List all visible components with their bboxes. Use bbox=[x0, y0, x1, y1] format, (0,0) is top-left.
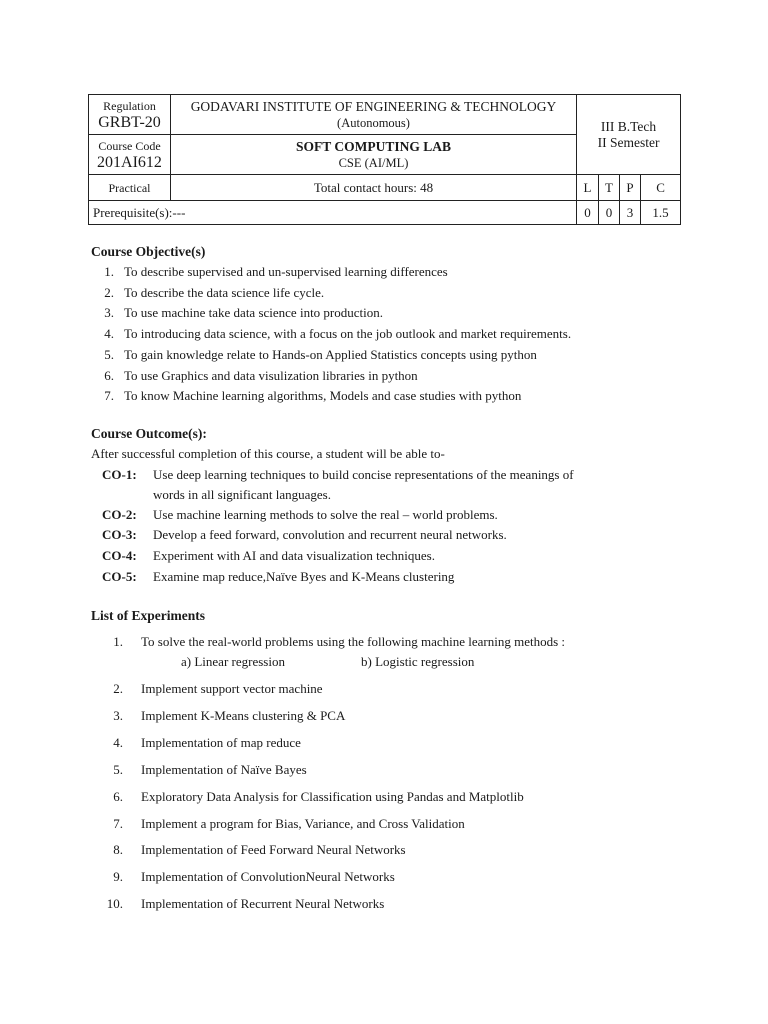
experiment-item bbox=[0, 634, 768, 669]
course-code-value: 201AI612 bbox=[97, 153, 162, 171]
experiment-sub-b: b) Logistic regression bbox=[361, 654, 475, 669]
regulation-value: GRBT-20 bbox=[98, 113, 161, 131]
outcome-code: CO-1: bbox=[102, 467, 137, 482]
outcome-code: CO-3: bbox=[102, 527, 137, 542]
objective-text: To use machine take data science into production. bbox=[124, 305, 383, 321]
objective-number: 7. bbox=[104, 388, 114, 404]
outcome-text-continued: words in all significant languages. bbox=[153, 487, 331, 502]
objective-item bbox=[0, 305, 768, 321]
experiment-item bbox=[0, 735, 768, 751]
year-label: III B.Tech bbox=[600, 118, 657, 134]
ltpc-label-t: T bbox=[599, 175, 620, 201]
outcome-text: Examine map reduce,Naïve Byes and K-Means clustering bbox=[153, 569, 455, 584]
ltpc-value-t: 0 bbox=[599, 201, 620, 225]
experiment-item bbox=[0, 816, 768, 832]
objective-number: 2. bbox=[104, 284, 114, 300]
year-semester-cell bbox=[577, 95, 681, 175]
experiment-number: 8. bbox=[113, 842, 123, 858]
ltpc-value-l: 0 bbox=[577, 201, 599, 225]
institute-cell bbox=[171, 95, 577, 135]
experiment-text: Implementation of Recurrent Neural Networks bbox=[141, 896, 385, 912]
experiment-number: 4. bbox=[113, 734, 123, 750]
experiment-item bbox=[0, 896, 768, 912]
branch-label: CSE (AI/ML) bbox=[338, 155, 409, 170]
objective-number: 6. bbox=[104, 367, 114, 383]
outcome-code: CO-2: bbox=[102, 507, 137, 522]
ltpc-label-p: P bbox=[620, 175, 641, 201]
outcome-code: CO-4: bbox=[102, 548, 137, 563]
experiment-text: Implement support vector machine bbox=[141, 681, 323, 696]
objective-text: To know Machine learning algorithms, Models and case studies with python bbox=[124, 388, 522, 404]
experiment-text: Implementation of Feed Forward Neural Networks bbox=[141, 842, 406, 858]
outcome-item bbox=[0, 569, 768, 585]
experiment-item bbox=[0, 869, 768, 885]
experiment-item bbox=[0, 681, 768, 697]
ltpc-label-l: L bbox=[577, 175, 599, 201]
outcome-text: Experiment with AI and data visualization techniques. bbox=[153, 548, 435, 563]
prerequisite-cell: Prerequisite(s):--- bbox=[89, 201, 577, 225]
ltpc-value-p: 3 bbox=[620, 201, 641, 225]
ltpc-value-c: 1.5 bbox=[641, 201, 681, 225]
objective-text: To describe the data science life cycle. bbox=[124, 284, 325, 300]
objective-item bbox=[0, 285, 768, 301]
experiment-item bbox=[0, 708, 768, 724]
institute-name: GODAVARI INSTITUTE OF ENGINEERING & TECHNOLOGY bbox=[190, 98, 557, 114]
experiment-text: Implementation of map reduce bbox=[141, 734, 301, 750]
outcome-code: CO-5: bbox=[102, 569, 137, 584]
regulation-cell bbox=[89, 95, 171, 135]
regulation-label: Regulation bbox=[103, 98, 156, 113]
objective-text: To use Graphics and data visulization libraries in python bbox=[124, 367, 418, 383]
experiment-item bbox=[0, 789, 768, 805]
experiment-item bbox=[0, 842, 768, 858]
outcome-item bbox=[0, 507, 768, 523]
experiment-number: 7. bbox=[113, 815, 123, 831]
experiment-text: Implement K-Means clustering & PCA bbox=[141, 707, 346, 723]
outcome-text: Use machine learning methods to solve the real – world problems. bbox=[153, 507, 498, 522]
course-code-cell bbox=[89, 135, 171, 175]
outcomes-intro: After successful completion of this course, a student will be able to- bbox=[91, 446, 445, 461]
practical-cell: Practical bbox=[89, 175, 171, 201]
semester-label: II Semester bbox=[597, 134, 660, 150]
ltpc-label-c: C bbox=[641, 175, 681, 201]
experiment-number: 5. bbox=[113, 761, 123, 777]
outcome-text: Use deep learning techniques to build concise representations of the meanings of bbox=[153, 467, 574, 482]
experiment-number: 6. bbox=[113, 788, 123, 804]
course-title-cell bbox=[171, 135, 577, 175]
course-code-label: Course Code bbox=[98, 138, 161, 153]
objective-item bbox=[0, 264, 768, 280]
objective-item bbox=[0, 368, 768, 384]
experiment-number: 3. bbox=[113, 707, 123, 723]
objective-number: 3. bbox=[104, 305, 114, 321]
experiment-text: Implementation of ConvolutionNeural Networks bbox=[141, 869, 395, 885]
experiment-text: Implement a program for Bias, Variance, and Cross Validation bbox=[141, 815, 465, 831]
experiment-text: Implementation of Naïve Bayes bbox=[141, 761, 307, 777]
experiment-text: Exploratory Data Analysis for Classification using Pandas and Matplotlib bbox=[141, 788, 524, 804]
objective-item bbox=[0, 326, 768, 342]
objective-item bbox=[0, 347, 768, 363]
autonomous-label: (Autonomous) bbox=[337, 115, 410, 130]
objective-number: 5. bbox=[104, 346, 114, 362]
objective-number: 4. bbox=[104, 326, 114, 342]
course-header-table bbox=[88, 94, 681, 225]
course-title: SOFT COMPUTING LAB bbox=[295, 138, 452, 154]
outcome-item bbox=[0, 527, 768, 543]
experiment-number: 2. bbox=[113, 681, 123, 696]
objective-text: To introducing data science, with a focus on the job outlook and market requirements. bbox=[124, 326, 572, 342]
experiment-number: 1. bbox=[113, 634, 123, 649]
outcomes-heading: Course Outcome(s): bbox=[91, 426, 207, 441]
objective-item bbox=[0, 388, 768, 404]
objectives-heading: Course Objective(s) bbox=[91, 244, 206, 259]
experiment-text: To solve the real-world problems using the following machine learning methods : bbox=[141, 634, 566, 649]
experiment-number: 10. bbox=[106, 896, 123, 912]
objective-text: To gain knowledge relate to Hands-on Applied Statistics concepts using python bbox=[124, 346, 537, 362]
objective-number: 1. bbox=[104, 264, 114, 279]
outcome-item bbox=[0, 548, 768, 564]
experiments-heading: List of Experiments bbox=[91, 608, 205, 623]
experiment-sub-a: a) Linear regression bbox=[181, 654, 285, 669]
experiment-number: 9. bbox=[113, 869, 123, 885]
outcome-text: Develop a feed forward, convolution and recurrent neural networks. bbox=[153, 527, 507, 542]
objective-text: To describe supervised and un-supervised learning differences bbox=[124, 264, 448, 279]
contact-hours-cell: Total contact hours: 48 bbox=[171, 175, 577, 201]
experiment-item bbox=[0, 762, 768, 778]
outcome-item bbox=[0, 467, 768, 502]
